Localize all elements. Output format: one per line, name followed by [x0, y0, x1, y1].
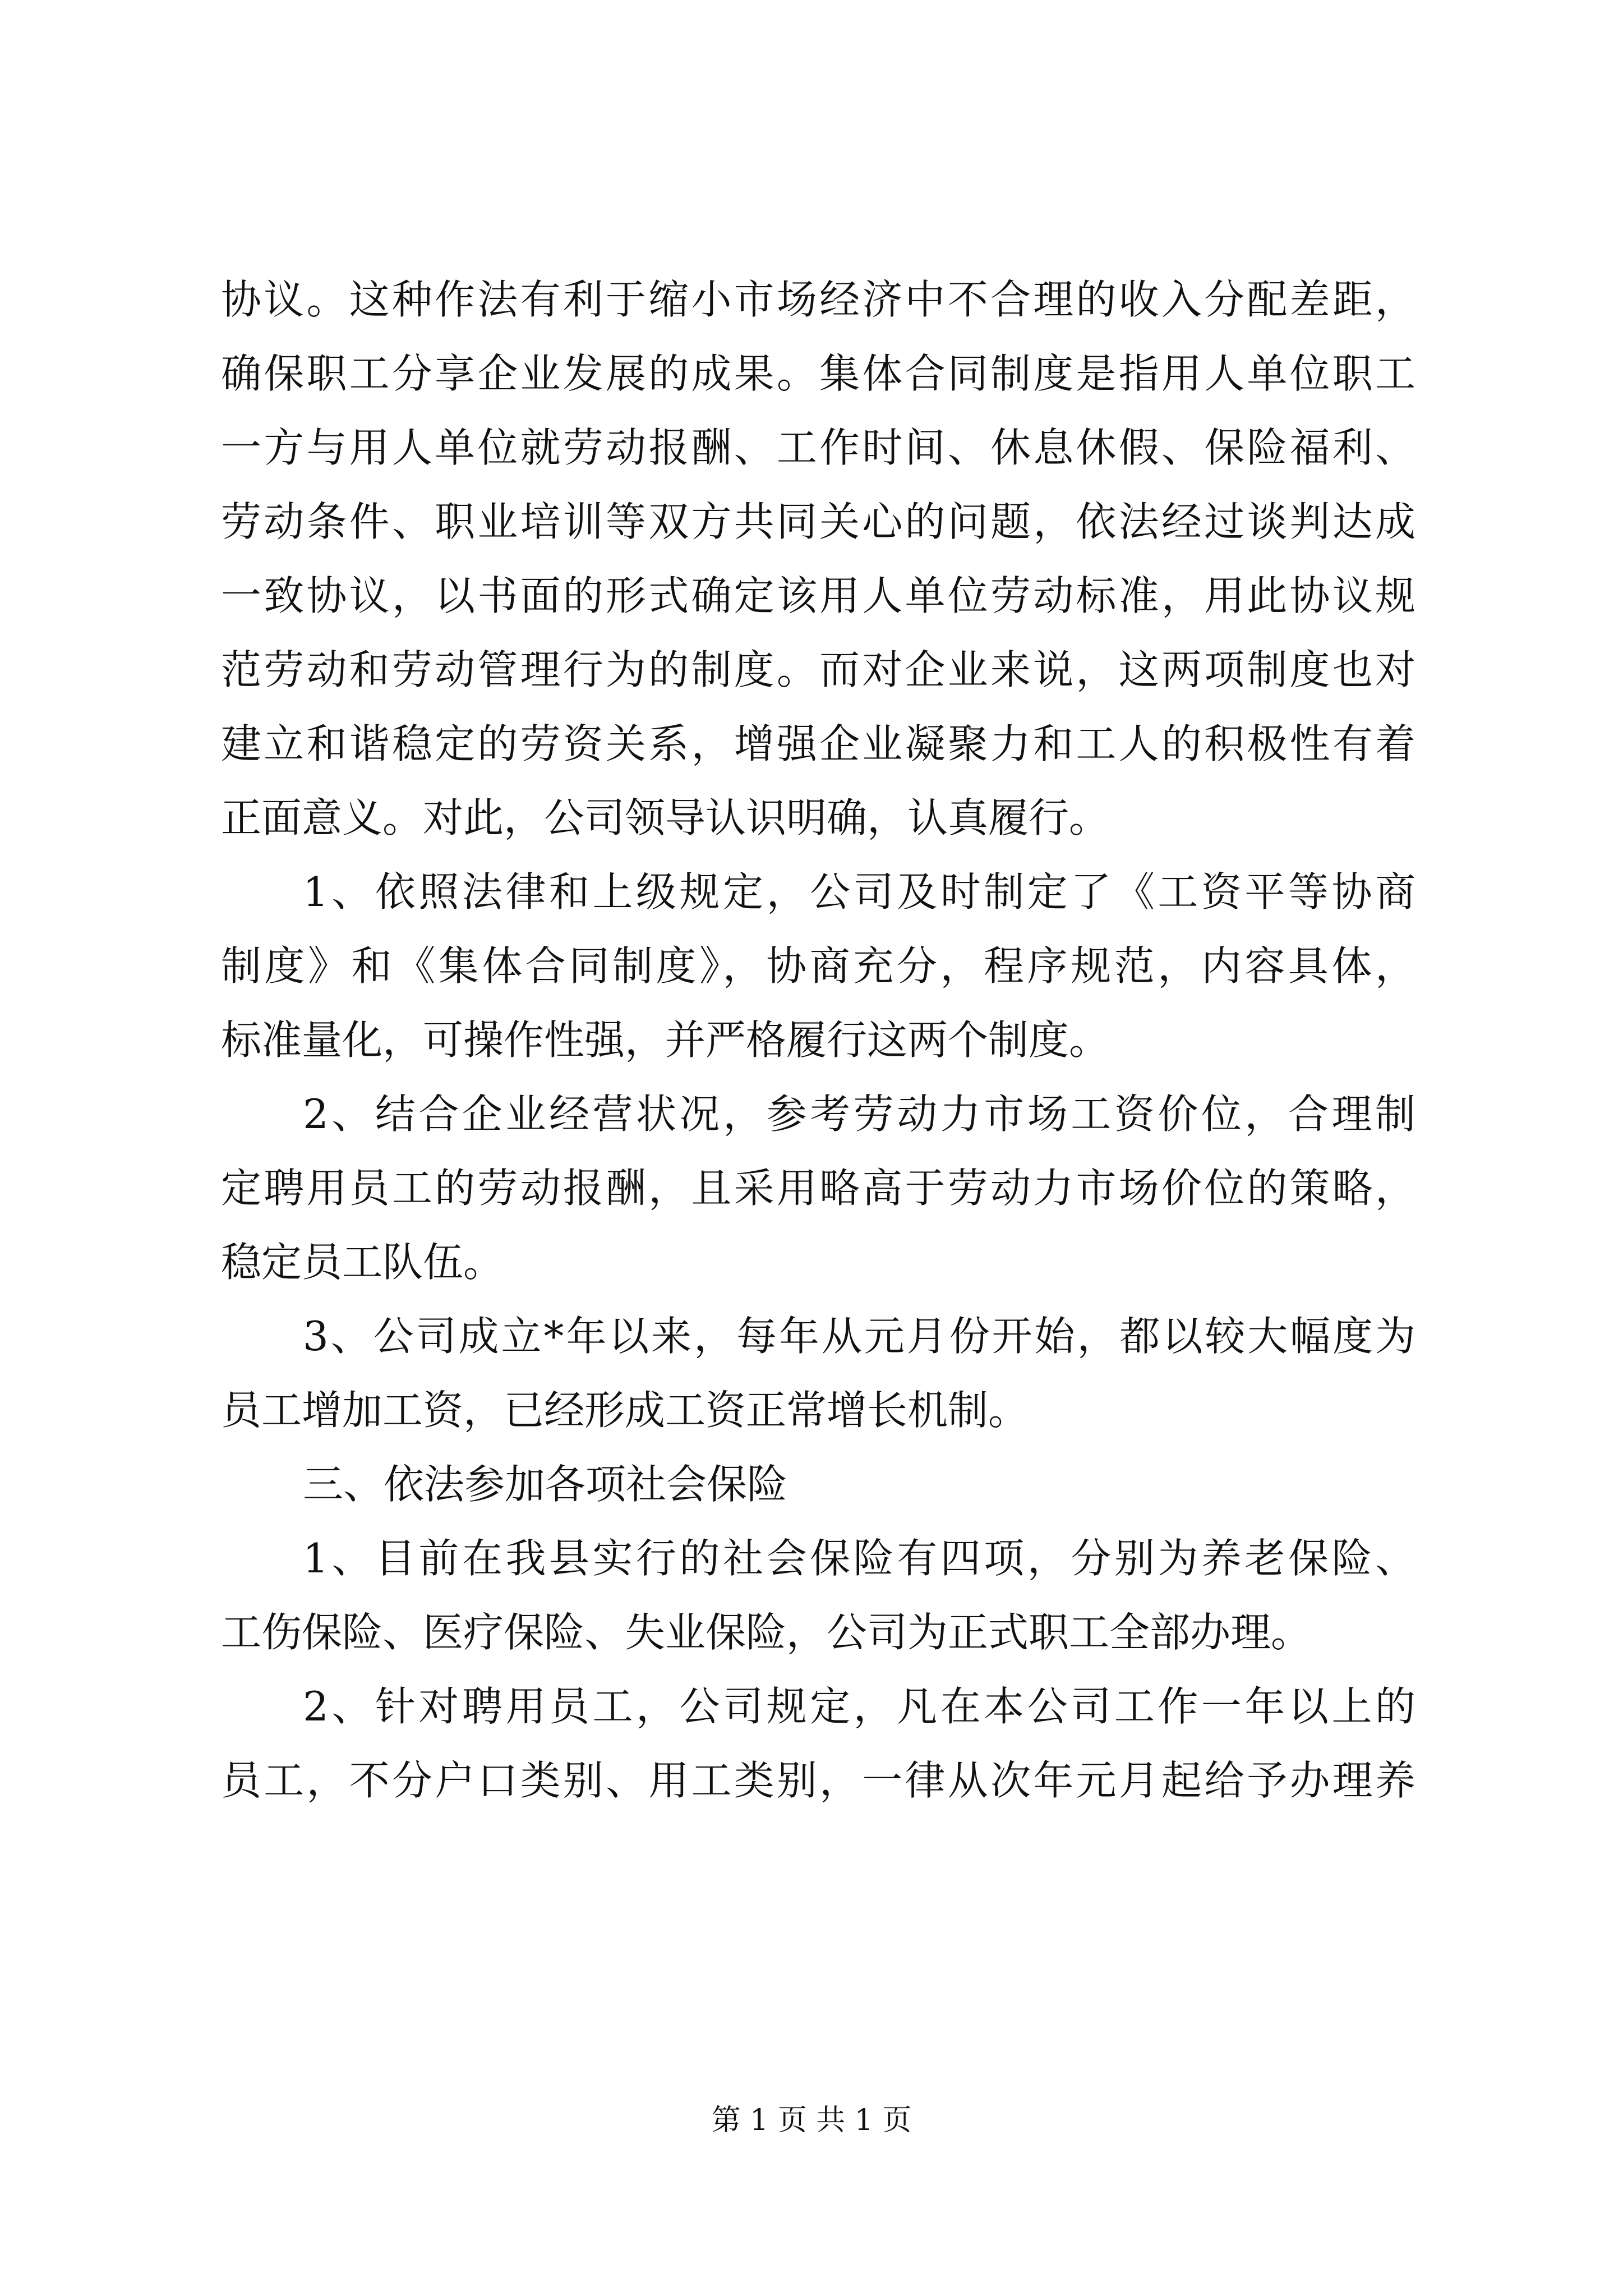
body-text — [221, 263, 1415, 1818]
list-item-line: 2、结合企业经营状况，参考劳动力市场工资价位，合理制 — [303, 1091, 1415, 1138]
text-line: 制度》和《集体合同制度》，协商充分，程序规范，内容具体， — [221, 942, 1415, 990]
list-item-line: 1、依照法律和上级规定，公司及时制定了《工资平等协商 — [303, 868, 1415, 915]
text-line: 协议。这种作法有利于缩小市场经济中不合理的收入分配差距， — [221, 276, 1415, 323]
text-line: 员工增加工资，已经形成工资正常增长机制。 — [221, 1387, 1029, 1434]
text-line: 工伤保险、医疗保险、失业保险，公司为正式职工全部办理。 — [221, 1609, 1312, 1656]
text-line: 建立和谐稳定的劳资关系，增强企业凝聚力和工人的积极性有着 — [221, 720, 1415, 767]
text-line: 员工，不分户口类别、用工类别，一律从次年元月起给予办理养 — [221, 1757, 1415, 1804]
text-line: 范劳动和劳动管理行为的制度。而对企业来说，这两项制度也对 — [221, 646, 1415, 693]
text-line: 定聘用员工的劳动报酬，且采用略高于劳动力市场价位的策略， — [221, 1165, 1415, 1212]
text-line: 稳定员工队伍。 — [221, 1239, 504, 1286]
list-item-line: 1、目前在我县实行的社会保险有四项，分别为养老保险、 — [303, 1535, 1415, 1582]
text-line: 劳动条件、职业培训等双方共同关心的问题，依法经过谈判达成 — [221, 498, 1415, 545]
text-line: 标准量化，可操作性强，并严格履行这两个制度。 — [221, 1016, 1110, 1064]
list-item-line: 3、公司成立*年以来，每年从元月份开始，都以较大幅度为 — [303, 1313, 1415, 1360]
page-footer: 第 1 页 共 1 页 — [711, 2104, 912, 2137]
list-item-line: 2、针对聘用员工，公司规定，凡在本公司工作一年以上的 — [303, 1683, 1415, 1730]
section-heading: 三、依法参加各项社会保险 — [303, 1461, 788, 1508]
text-line: 一致协议，以书面的形式确定该用人单位劳动标准，用此协议规 — [221, 572, 1415, 619]
text-line: 确保职工分享企业发展的成果。集体合同制度是指用人单位职工 — [221, 350, 1415, 397]
text-line: 正面意义。对此，公司领导认识明确，认真履行。 — [221, 794, 1110, 841]
text-line: 一方与用人单位就劳动报酬、工作时间、休息休假、保险福利、 — [221, 424, 1415, 471]
